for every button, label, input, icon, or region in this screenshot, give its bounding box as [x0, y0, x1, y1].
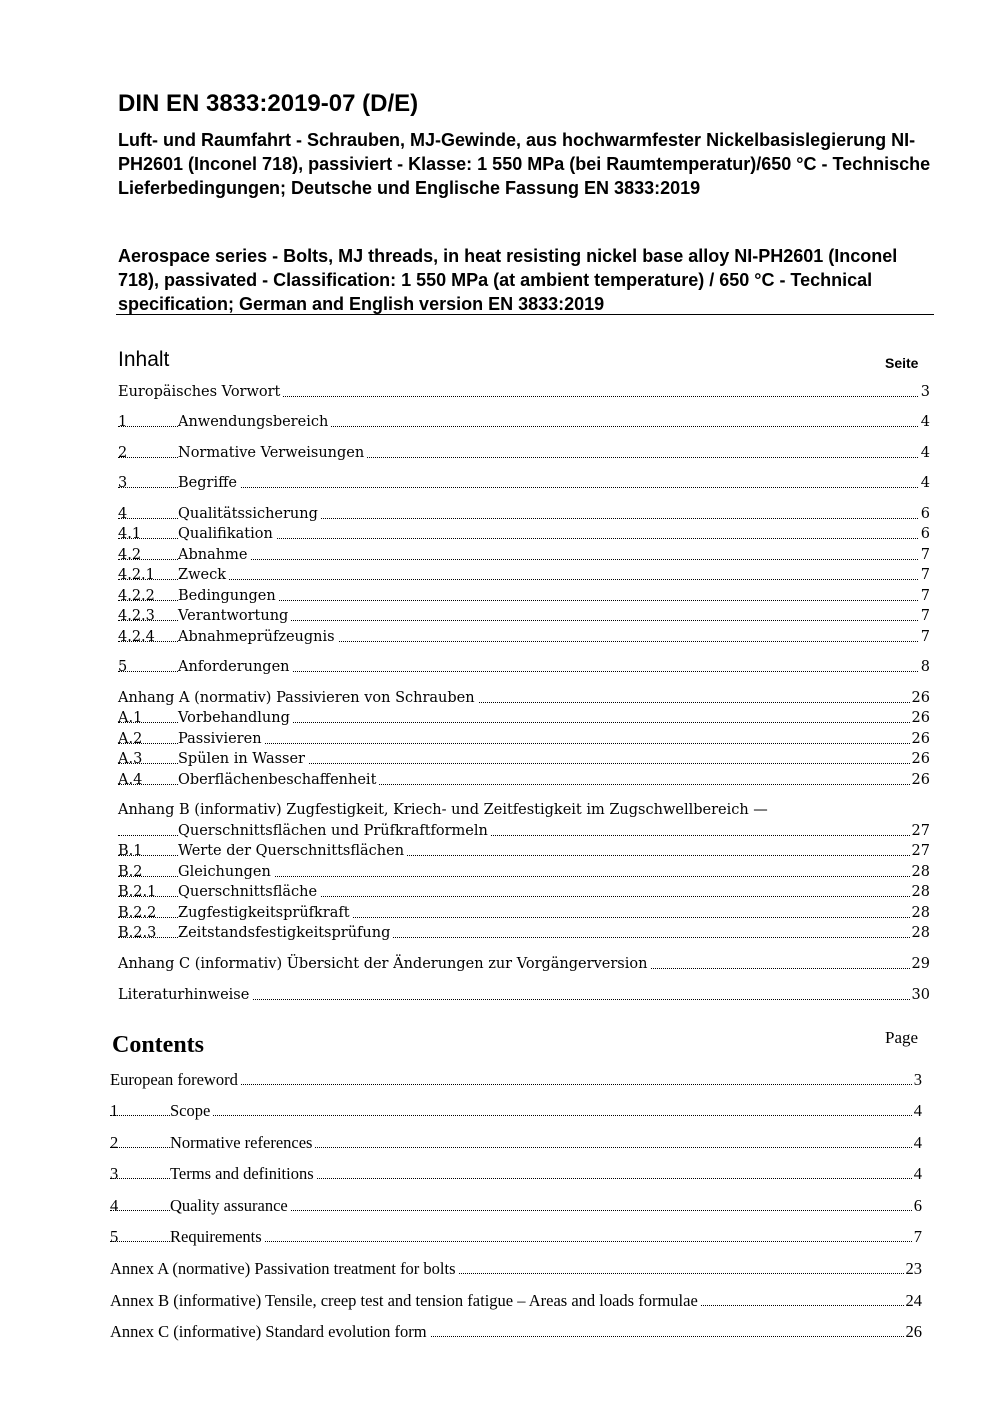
- toc-entry-page: 7: [920, 608, 930, 624]
- toc-entry-page: 28: [911, 864, 930, 880]
- toc-entry[interactable]: [118, 657, 930, 677]
- toc-entry-title: Requirements: [170, 1227, 265, 1247]
- toc-entry-page: 26: [911, 772, 930, 788]
- toc-entry-number: B.1: [118, 843, 143, 859]
- toc-entry-number: 1: [110, 1101, 119, 1120]
- toc-entry[interactable]: [118, 729, 930, 749]
- toc-entry-page: 4: [913, 1101, 922, 1120]
- toc-entry-page: 24: [905, 1291, 922, 1310]
- toc-entry-title: Annex A (normative) Passivation treatment for bolts: [110, 1259, 459, 1279]
- toc-entry-page: 26: [911, 751, 930, 767]
- toc-entry-number: 4: [118, 506, 128, 522]
- toc-entry-title: Annex B (informative) Tensile, creep test and tension fatigue – Areas and loads formulae: [110, 1291, 701, 1311]
- toc-entry-title: Gleichungen: [178, 862, 274, 882]
- toc-entry-title: Quality assurance: [170, 1196, 291, 1216]
- toc-entry-number: B.2.1: [118, 884, 157, 900]
- toc-entry-title: Annex C (informative) Standard evolution form: [110, 1322, 430, 1342]
- toc-entry[interactable]: [118, 606, 930, 626]
- toc-entry-number: B.2: [118, 864, 143, 880]
- toc-entry-number: 2: [118, 445, 128, 461]
- toc-entry[interactable]: [118, 882, 930, 902]
- toc-entry[interactable]: [118, 985, 930, 1005]
- toc-entry-number: 4.2.4: [118, 629, 155, 645]
- toc-entry-page: 26: [905, 1322, 922, 1341]
- toc-entry[interactable]: [110, 1133, 922, 1153]
- toc-entry-title: Vorbehandlung: [178, 708, 293, 728]
- toc-entry-page: 26: [911, 731, 930, 747]
- toc-entry[interactable]: [118, 800, 930, 841]
- toc-en-page-label: Page: [885, 1028, 919, 1047]
- toc-entry-page: 28: [911, 905, 930, 921]
- toc-entry-title: Bedingungen: [178, 586, 279, 606]
- toc-entry-title: Passivieren: [178, 729, 265, 749]
- title-german: Luft- und Raumfahrt - Schrauben, MJ-Gewinde, aus hochwarmfester Nickelbasislegierung NI-PH2601 (Inconel 718), passiviert - Klasse: 1 550 MPa (bei Raumtemperatur)/650 °C - Technische Lieferbedingungen; Deutsche und Englische Fassung EN 3833:2019: [118, 130, 931, 198]
- toc-entry-page: 4: [913, 1133, 922, 1152]
- toc-entry-page: 30: [911, 987, 930, 1003]
- toc-entry-number: A.3: [118, 751, 143, 767]
- toc-entry-title: Werte der Querschnittsflächen: [178, 841, 407, 861]
- toc-entry[interactable]: [118, 862, 930, 882]
- toc-entry-title: Verantwortung: [178, 606, 291, 626]
- toc-entry[interactable]: [118, 770, 930, 790]
- toc-entry[interactable]: [118, 954, 930, 974]
- toc-entry-page: 7: [920, 547, 930, 563]
- toc-entry-number: B.2.2: [118, 905, 157, 921]
- toc-entry-number: B.2.3: [118, 925, 157, 941]
- title-english: Aerospace series - Bolts, MJ threads, in heat resisting nickel base alloy NI-PH2601 (Inconel 718), passivated - Classification: 1 550 MPa (at ambient temperature) / 650 °C - Technical specification; German and English version EN 3833:2019: [118, 246, 898, 314]
- toc-entry-title: Zeitstandsfestigkeitsprüfung: [178, 923, 393, 943]
- toc-entry-title: Zweck: [178, 565, 229, 585]
- toc-entry-page: 23: [905, 1259, 922, 1278]
- toc-entry[interactable]: [118, 473, 930, 493]
- toc-entry-page: 4: [920, 445, 930, 461]
- toc-entry-number: 4.2.2: [118, 588, 155, 604]
- toc-entry-page: 6: [920, 526, 930, 542]
- toc-entry-page: 6: [920, 506, 930, 522]
- toc-entry-number: 1: [118, 414, 128, 430]
- toc-entry[interactable]: [118, 708, 930, 728]
- toc-entry-title: Anhang A (normativ) Passivieren von Schrauben: [118, 688, 478, 708]
- toc-entry[interactable]: [118, 565, 930, 585]
- toc-entry-number: 2: [110, 1133, 119, 1152]
- toc-entry[interactable]: [118, 443, 930, 463]
- toc-entry-page: 4: [913, 1164, 922, 1183]
- toc-entry-number: 4.1: [118, 526, 142, 542]
- toc-entry[interactable]: [110, 1227, 922, 1247]
- toc-en-heading: Contents: [112, 1032, 205, 1058]
- toc-entry[interactable]: [110, 1101, 922, 1121]
- toc-entry-page: 6: [913, 1196, 922, 1215]
- toc-entry-title: Querschnittsfläche: [178, 882, 320, 902]
- toc-entry-title: Terms and definitions: [170, 1164, 317, 1184]
- toc-de-page-label: Seite: [885, 355, 919, 371]
- toc-entry-number: A.4: [118, 772, 143, 788]
- toc-entry[interactable]: [110, 1291, 922, 1311]
- toc-entry[interactable]: [118, 524, 930, 544]
- toc-entry-number: 4.2.1: [118, 567, 155, 583]
- toc-entry[interactable]: [110, 1259, 922, 1279]
- toc-entry-title: Begriffe: [178, 473, 240, 493]
- toc-entry-title: Abnahme: [178, 545, 250, 565]
- toc-entry-number: 4.2: [118, 547, 142, 563]
- toc-entry-number: 4: [110, 1196, 119, 1215]
- toc-entry-page: 8: [920, 659, 930, 675]
- toc-entry-number: 5: [118, 659, 128, 675]
- toc-entry-page: 7: [913, 1227, 922, 1246]
- toc-entry-number: 3: [118, 475, 128, 491]
- toc-entry-title: Abnahmeprüfzeugnis: [178, 627, 338, 647]
- toc-entry[interactable]: [118, 923, 930, 943]
- toc-entry-page: 3: [920, 384, 930, 400]
- toc-entry-page: 4: [920, 475, 930, 491]
- toc-entry-page: 4: [920, 414, 930, 430]
- toc-entry-page: 27: [911, 823, 930, 839]
- toc-leader-dots: [118, 579, 930, 580]
- toc-entry-title: European foreword: [110, 1070, 241, 1090]
- toc-leader-dots: [110, 1115, 922, 1116]
- toc-entry-page: 26: [911, 710, 930, 726]
- toc-entry-title: Normative Verweisungen: [178, 443, 367, 463]
- toc-entry[interactable]: [118, 545, 930, 565]
- toc-entry-title-continuation: Querschnittsflächen und Prüfkraftformeln: [178, 821, 491, 841]
- toc-entry[interactable]: [118, 504, 930, 524]
- toc-entry-title: Scope: [170, 1101, 213, 1121]
- toc-entry[interactable]: [118, 903, 930, 923]
- toc-entry[interactable]: [118, 749, 930, 769]
- toc-de-heading: Inhalt: [118, 348, 170, 371]
- toc-entry-number: 4.2.3: [118, 608, 155, 624]
- toc-entry[interactable]: [110, 1196, 922, 1216]
- toc-entry-title: Anforderungen: [178, 657, 293, 677]
- toc-entry-title: Anhang B (informativ) Zugfestigkeit, Kriech- und Zeitfestigkeit im Zugschwellbereich —: [118, 800, 771, 820]
- toc-entry-title: Anhang C (informativ) Übersicht der Änderungen zur Vorgängerversion: [118, 954, 650, 974]
- toc-entry-title: Literaturhinweise: [118, 985, 252, 1005]
- toc-entry-title: Spülen in Wasser: [178, 749, 308, 769]
- toc-entry[interactable]: [118, 412, 930, 432]
- toc-entry-page: 26: [911, 690, 930, 706]
- toc-entry-page: 7: [920, 567, 930, 583]
- document-id: DIN EN 3833:2019-07 (D/E): [118, 90, 419, 117]
- toc-entry[interactable]: [110, 1070, 922, 1090]
- toc-entry-page: 3: [913, 1070, 922, 1089]
- toc-entry[interactable]: [118, 627, 930, 647]
- toc-entry-title: Normative references: [170, 1133, 315, 1153]
- toc-entry-number: A.1: [118, 710, 143, 726]
- toc-entry[interactable]: [118, 382, 930, 402]
- toc-entry-page: 27: [911, 843, 930, 859]
- toc-entry[interactable]: [118, 688, 930, 708]
- header-divider: [116, 314, 934, 315]
- toc-entry-title: Qualifikation: [178, 524, 276, 544]
- toc-entry-page: 7: [920, 588, 930, 604]
- toc-entry-title: Zugfestigkeitsprüfkraft: [178, 903, 353, 923]
- toc-entry-number: 5: [110, 1227, 119, 1246]
- toc-entry-title: Anwendungsbereich: [178, 412, 331, 432]
- toc-entry[interactable]: [118, 841, 930, 861]
- toc-entry-page: 29: [911, 956, 930, 972]
- toc-entry-number: 3: [110, 1164, 119, 1183]
- toc-entry-title: Oberflächenbeschaffenheit: [178, 770, 379, 790]
- toc-entry-title: Qualitätssicherung: [178, 504, 321, 524]
- toc-entry[interactable]: [118, 586, 930, 606]
- toc-entry-page: 28: [911, 925, 930, 941]
- toc-entry[interactable]: [110, 1164, 922, 1184]
- toc-entry[interactable]: [110, 1322, 922, 1342]
- toc-entry-title: Europäisches Vorwort: [118, 382, 283, 402]
- toc-entry-page: 28: [911, 884, 930, 900]
- toc-entry-page: 7: [920, 629, 930, 645]
- toc-entry-number: A.2: [118, 731, 143, 747]
